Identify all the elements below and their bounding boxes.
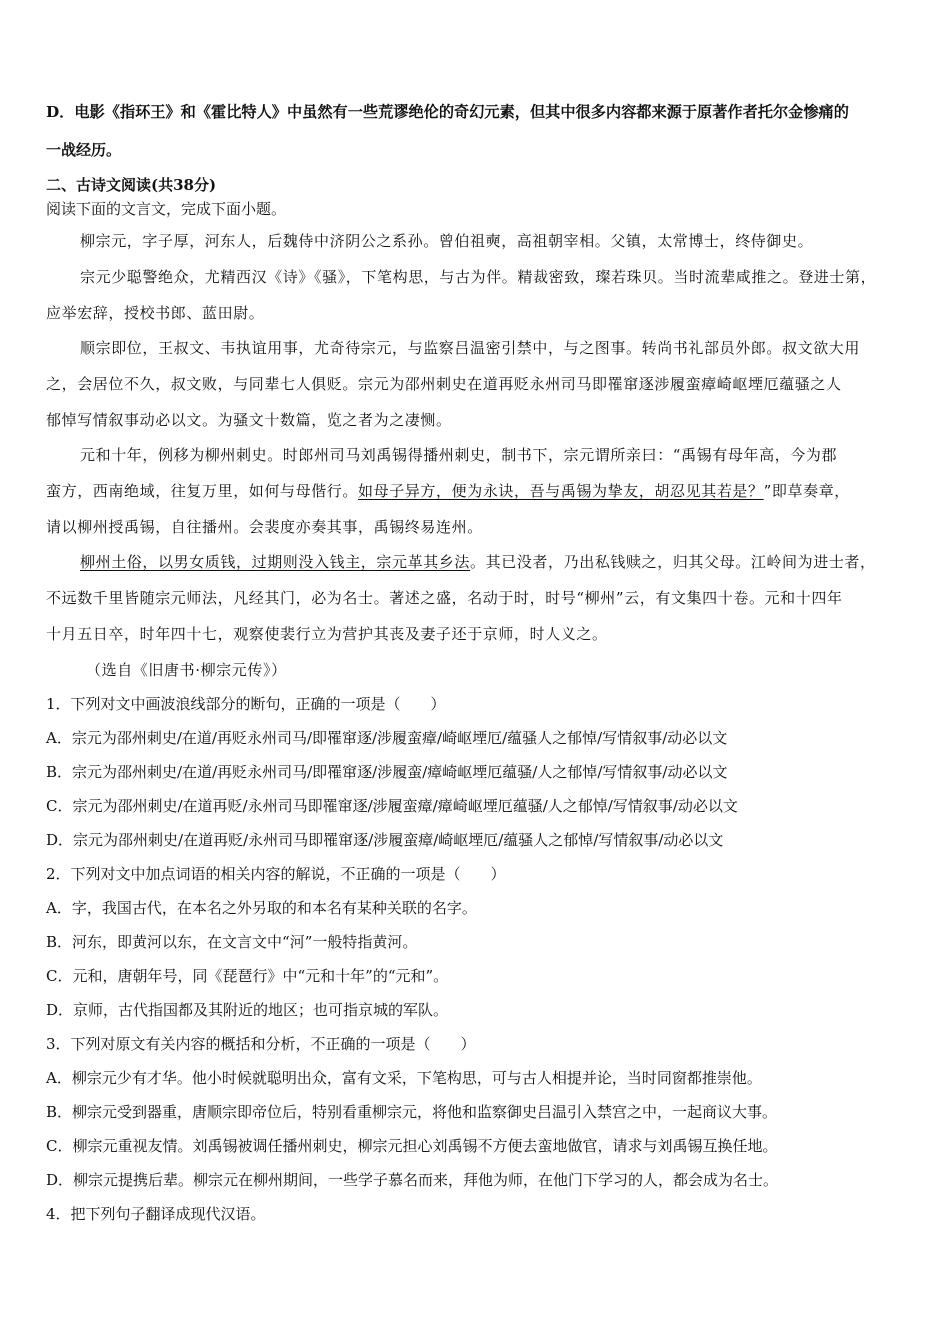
passage-p4-line2: [46, 481, 850, 501]
passage-p2-line2: 应举宏辞，授校书郎、蓝田尉。: [46, 304, 265, 322]
passage-p5-line1-end: 。其已没者，乃出私钱赎之，归其父母。江岭间为进士者，: [470, 553, 876, 571]
question-3-option-a: A．柳宗元少有才华。他小时候就聪明出众，富有文采，下笔构思，可与古人相提并论，当时同窗都推崇他。: [46, 1069, 762, 1087]
question-3-option-d: D．柳宗元提携后辈。柳宗元在柳州期间，一些学子慕名而来，拜他为师，在他门下学习的人，都会成为名士。: [46, 1171, 779, 1189]
passage-p5-line2: 不远数千里皆随宗元师法，凡经其门，必为名士。著述之盛，名动于时，时号“柳州”云，有文集四十卷。元和十四年: [46, 589, 843, 607]
passage-p4-line1: 元和十年，例移为柳州刺史。时郎州司马刘禹锡得播州刺史，制书下，宗元谓所亲曰：“禹锡有母年高，今为郡: [80, 446, 838, 464]
question-1-option-a: A．宗元为邵州刺史/在道/再贬永州司马/即罹窜逐/涉履蛮瘴/崎岖堙厄/蕴骚人之郁悼/写情叙事/动必以文: [46, 729, 728, 747]
question-3-option-b: B．柳宗元受到器重，唐顺宗即帝位后，特别看重柳宗元，将他和监察御史吕温引入禁宫之中，一起商议大事。: [46, 1103, 778, 1121]
passage-source: （选自《旧唐书·柳宗元传》）: [86, 661, 287, 679]
passage-p5-underlined-sentence: 柳州土俗，以男女质钱，过期则没入钱主，宗元革其乡法: [80, 553, 471, 571]
passage-p1: 柳宗元，字子厚，河东人，后魏侍中济阴公之系孙。曾伯祖奭，高祖朝宰相。父镇，太常博士，终侍御史。: [80, 232, 814, 250]
question-2-option-b: B．河东，即黄河以东，在文言文中“河”一般特指黄河。: [46, 933, 418, 951]
question-2-option-a: A．字，我国古代，在本名之外另取的和本名有某种关联的名字。: [46, 899, 477, 917]
question-3-stem: 3．下列对原文有关内容的概括和分析，不正确的一项是（ ）: [46, 1035, 476, 1053]
passage-p2-line1: 宗元少聪警绝众，尤精西汉《诗》《骚》，下笔构思，与古为伴。精裁密致，璨若珠贝。当时流辈咸推之。登进士第，: [80, 268, 877, 286]
top-option-line1: D．电影《指环王》和《霍比特人》中虽然有一些荒谬绝伦的奇幻元素，但其中很多内容都来源于原著作者托尔金惨痛的: [46, 103, 849, 121]
question-2-option-c: C．元和，唐朝年号，同《琵琶行》中“元和十年”的“元和”。: [46, 967, 449, 985]
question-3-option-c: C．柳宗元重视友情。刘禹锡被调任播州刺史，柳宗元担心刘禹锡不方便去蛮地做官，请求与刘禹锡互换任地。: [46, 1137, 778, 1155]
section-instruction: 阅读下面的文言文，完成下面小题。: [46, 200, 287, 218]
question-1-option-d: D．宗元为邵州刺史/在道再贬/永州司马即罹窜逐/涉履蛮瘴/崎岖堙厄/蕴骚人之郁悼/写情叙事/动必以文: [46, 831, 724, 849]
passage-p5-line1: [80, 552, 876, 572]
question-1-stem: 1．下列对文中画波浪线部分的断句，正确的一项是（ ）: [46, 695, 446, 713]
question-4-stem: 4．把下列句子翻译成现代汉语。: [46, 1205, 266, 1223]
passage-p3-line3: 郁悼写情叙事动必以文。为骚文十数篇，览之者为之凄恻。: [46, 411, 452, 429]
top-option-line2: 一战经历。: [46, 141, 122, 159]
passage-p5-line3: 十月五日卒，时年四十七，观察使裴行立为营护其丧及妻子还于京师，时人义之。: [46, 625, 608, 643]
question-1-option-b: B．宗元为邵州刺史/在道/再贬永州司马/即罹窜逐/涉履蛮/瘴崎岖堙厄蕴骚/人之郁悼/写情叙事/动必以文: [46, 763, 728, 781]
passage-p4-line3: 请以柳州授禹锡，自往播州。会裴度亦奏其事，禹锡终易连州。: [46, 518, 483, 536]
question-2-stem: 2．下列对文中加点词语的相关内容的解说，不正确的一项是（ ）: [46, 865, 506, 883]
passage-p3-line1: 顺宗即位，王叔文、韦执谊用事，尤奇待宗元，与监察吕温密引禁中，与之图事。转尚书礼部员外郎。叔文欲大用: [80, 339, 861, 357]
passage-p4-line2-start: 蛮方，西南绝域，往复万里，如何与母偕行。: [46, 482, 359, 500]
section-heading: 二、古诗文阅读(共38分): [46, 176, 217, 194]
question-2-option-d: D．京师，古代指国都及其附近的地区；也可指京城的军队。: [46, 1001, 449, 1019]
passage-p4-line2-end: ”即草奏章，: [763, 482, 850, 500]
question-1-option-c: C．宗元为邵州刺史/在道再贬/永州司马即罹窜逐/涉履蛮瘴/瘴崎岖堙厄蕴骚/人之郁悼/写情叙事/动必以文: [46, 797, 738, 815]
passage-p4-underlined-sentence: 如母子异方，便为永诀，吾与禹锡为挚友，胡忍见其若是？: [358, 482, 764, 500]
passage-p3-line2: 之，会居位不久，叔文败，与同辈七人俱贬。宗元为邵州刺史在道再贬永州司马即罹窜逐涉履蛮瘴崎岖堙厄蕴骚之人: [46, 375, 842, 393]
